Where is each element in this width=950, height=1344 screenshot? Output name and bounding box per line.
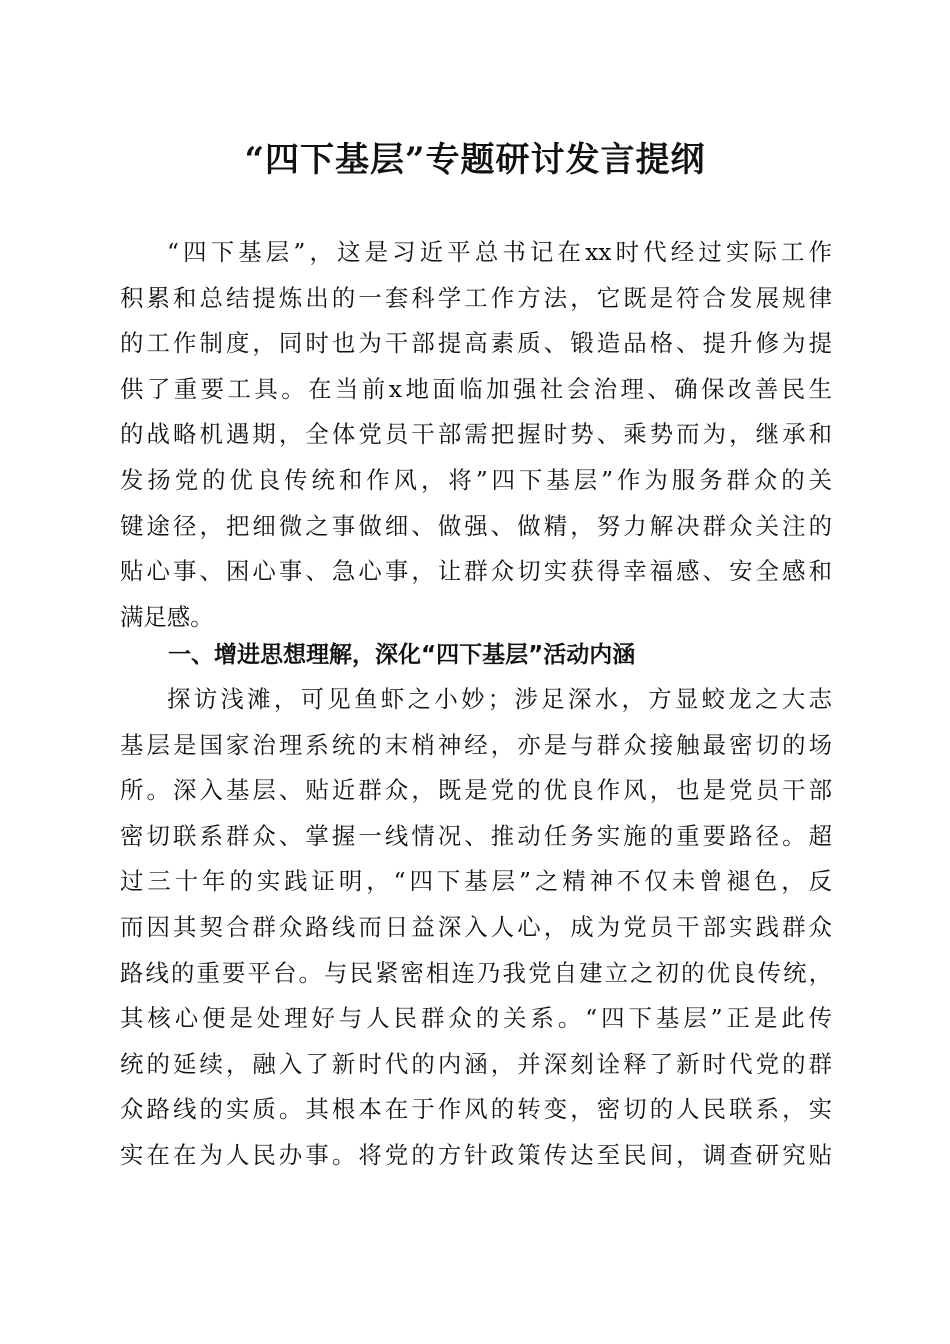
paragraph-line: 基层是国家治理系统的末梢神经，亦是与群众接触最密切的场 [120,730,832,759]
paragraph-line: 键途径，把细微之事做细、做强、做精，努力解决群众关注的 [120,511,832,540]
paragraph-line: “四下基层”，这是习近平总书记在xx时代经过实际工作 [167,238,832,266]
paragraph-line: 实在在为人民办事。将党的方针政策传达至民间，调查研究贴 [120,1140,832,1169]
section-heading-1: 一、增进思想理解，深化“四下基层”活动内涵 [168,642,636,668]
paragraph-line: 密切联系群众、掌握一线情况、推动任务实施的重要路径。超 [120,821,832,850]
paragraph-line: 所。深入基层、贴近群众，既是党的优良作风，也是党员干部 [120,776,832,805]
paragraph-line: 其核心便是处理好与人民群众的关系。“四下基层”正是此传 [120,1004,832,1033]
paragraph-line: 探访浅滩，可见鱼虾之小妙；涉足深水，方显蛟龙之大志 [167,685,832,713]
paragraph-line: 统的延续，融入了新时代的内涵，并深刻诠释了新时代党的群 [120,1049,832,1078]
section1-paragraph [120,677,832,1179]
paragraph-line: 过三十年的实践证明，“四下基层”之精神不仅未曾褪色，反 [120,867,832,896]
paragraph-line: 积累和总结提炼出的一套科学工作方法，它既是符合发展规律 [120,283,832,312]
document-title: “四下基层”专题研讨发言提纲 [244,140,706,180]
paragraph-line: 路线的重要平台。与民紧密相连乃我党自建立之初的优良传统， [120,958,832,987]
paragraph-line: 满足感。 [120,602,214,631]
paragraph-line: 的工作制度，同时也为干部提高素质、锻造品格、提升修为提 [120,329,832,358]
paragraph-line: 的战略机遇期，全体党员干部需把握时势、乘势而为，继承和 [120,420,832,449]
paragraph-line: 众路线的实质。其根本在于作风的转变，密切的人民联系，实 [120,1095,832,1124]
intro-paragraph [120,230,832,640]
paragraph-line: 供了重要工具。在当前x地面临加强社会治理、确保改善民生 [120,374,832,403]
paragraph-line: 发扬党的优良传统和作风，将”四下基层”作为服务群众的关 [120,465,832,494]
paragraph-line: 而因其契合群众路线而日益深入人心，成为党员干部实践群众 [120,912,832,941]
paragraph-line: 贴心事、困心事、急心事，让群众切实获得幸福感、安全感和 [120,557,832,586]
